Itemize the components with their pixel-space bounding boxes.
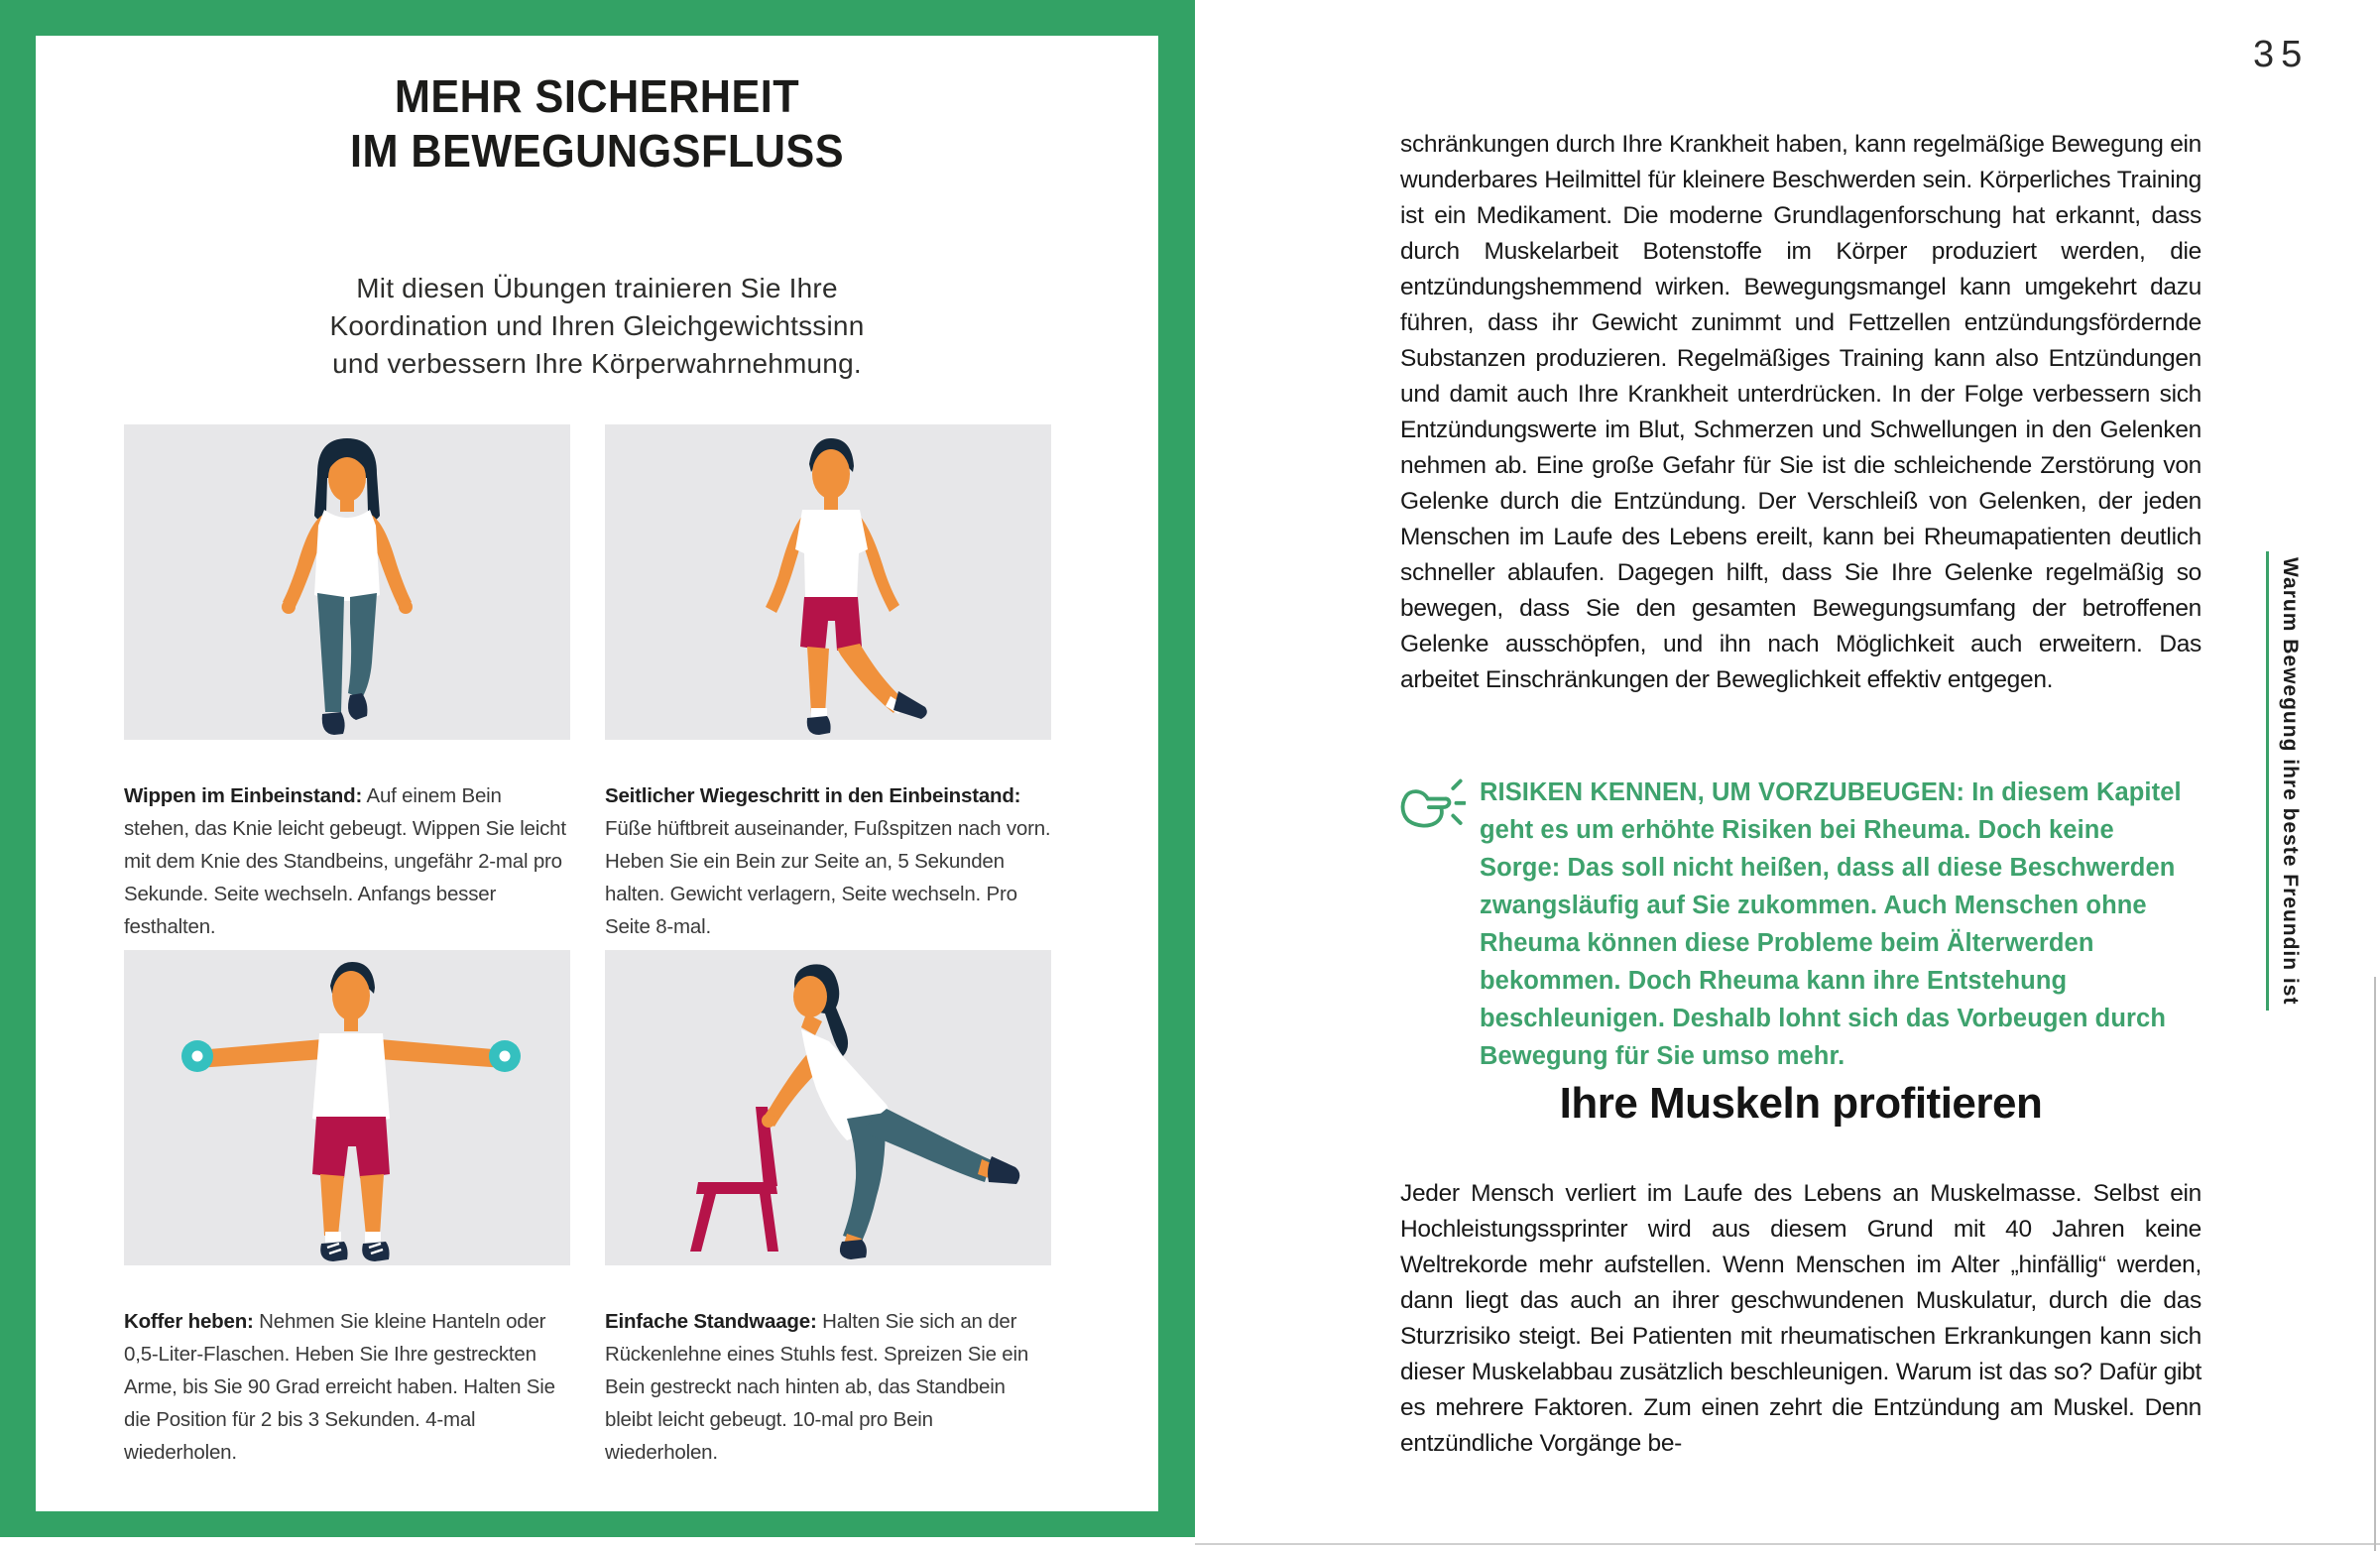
title-line-2: IM BEWEGUNGSFLUSS [349, 125, 845, 177]
chapter-sidebar-vertical-text: Warum Bewegung ihre beste Freundin ist [2266, 551, 2302, 1011]
page-number: 35 [2253, 34, 2310, 75]
body-paragraph-1: schränkungen durch Ihre Krankheit haben, kann regelmäßige Bewegung ein wunderbares Heilmittel für kleinere Beschwerden sein. Körperliches Training ist ein Medikament. Die moderne Grundlagenforschung hat erkannt, dass durch Muskelarbeit Botenstoffe im Körper produziert werden, die entzündungshemmend wirken. Bewegungsmangel kann umgekehrt dazu führen, dass ihr Gewicht zunimmt und Fettzellen entzündungsfördernde Substanzen produzieren. Regelmäßiges Training kann also Entzündungen und damit auch Ihre Krankheit unterdrücken. In der Folge verbessern sich Entzündungswerte im Blut, Schmerzen und Schwellungen in den Gelenken nehmen ab. Eine große Gefahr für Sie ist die schleichende Zerstörung von Gelenke durch die Entzündung. Der Verschleiß von Gelenken, der jeden Menschen im Laufe des Lebens ereilt, kann bei Rheumapatienten deutlich schneller ablaufen. Dagegen hilft, dass Sie Ihre Gelenke regelmäßig so bewegen, dass Sie den gesamten Bewegungsumfang der betroffenen Gelenke ausschöpfen, und ihn nach Möglichkeit auch erweitern. Das arbeitet Einschränkungen der Beweglichkeit effektiv entgegen. [1400, 131, 2202, 693]
intro-line: Mit diesen Übungen trainieren Sie Ihre [356, 273, 838, 303]
exercise-text: Nehmen Sie kleine Hanteln oder 0,5-Liter-Flaschen. Heben Sie Ihre gestreckten Arme, bis Sie 90 Grad erreicht haben. Halten Sie die Position für 2 bis 3 Sekunden. 4-mal wiederholen. [124, 1310, 555, 1464]
left-page-title [69, 69, 1125, 179]
exercise-caption [605, 779, 1051, 943]
page-bottom-edge [1195, 1543, 2380, 1545]
left-page-intro [36, 270, 1158, 383]
title-line-1: MEHR SICHERHEIT [394, 70, 800, 122]
exercise-caption [605, 1305, 1051, 1469]
intro-line: und verbessern Ihre Körperwahrnehmung. [332, 348, 862, 379]
body-paragraph-2: Jeder Mensch verliert im Laufe des Lebens an Muskelmasse. Selbst ein Hochleistungssprinter wird aus diesem Grund mit 40 Jahren keine Weltrekorde mehr aufstellen. Wenn Menschen im Alter „hinfällig“ werden, dann liegt das auch an ihrer geschwundenen Muskulatur, durch die das Sturzrisiko steigt. Bei Patienten mit rheumatischen Erkrankungen kann sich dieser Muskelabbau zusätzlich beschleunigen. Warum ist das so? Dafür gibt es mehrere Faktoren. Zum einen zehrt die Entzündung am Muskel. Denn entzündliche Vorgänge be- [1400, 1180, 2202, 1457]
exercise-label: Seitlicher Wiegeschritt in den Einbeinstand: [605, 784, 1021, 807]
exercise-text: Halten Sie sich an der Rückenlehne eines Stuhls fest. Spreizen Sie ein Bein gestreckt nach hinten ab, das Standbein bleibt leicht gebeugt. 10-mal pro Bein wiederholen. [605, 1310, 1029, 1464]
woman-standing-balance-holding-chair-illustration [605, 950, 1051, 1265]
tip-text: RISIKEN KENNEN, UM VORZUBEUGEN: In diesem Kapitel geht es um erhöhte Risiken bei Rheuma. Doch keine Sorge: Das soll nicht heißen, dass all diese Beschwerden zwangsläufig auf Sie zukommen. Auch Menschen ohne Rheuma können diese Probleme beim Älterwerden bekommen. Doch Rheuma kann ihre Entstehung beschleunigen. Deshalb lohnt sich das Vorbeugen durch Bewegung für Sie umso mehr. [1480, 778, 2182, 1070]
pointing-hand-icon [1396, 776, 1466, 837]
right-page-text-column [1400, 0, 2202, 1551]
exercise-card-wippen [124, 424, 570, 943]
exercise-label: Koffer heben: [124, 1310, 254, 1333]
exercise-caption [124, 1305, 570, 1469]
tip-box [1400, 774, 2202, 1075]
exercise-label: Einfache Standwaage: [605, 1310, 817, 1333]
section-heading: Ihre Muskeln profitieren [1559, 1079, 2043, 1128]
exercise-card-standwaage [605, 950, 1051, 1469]
exercise-label: Wippen im Einbeinstand: [124, 784, 363, 807]
intro-line: Koordination und Ihren Gleichgewichtssinn [329, 310, 865, 341]
exercise-card-wiegeschritt [605, 424, 1051, 943]
page-right-edge [2374, 977, 2376, 1551]
woman-balancing-on-one-leg-illustration [124, 424, 570, 740]
man-lateral-raise-with-dumbbells-illustration [124, 950, 570, 1265]
exercise-card-koffer-heben [124, 950, 570, 1469]
man-lifting-leg-sideways-illustration [605, 424, 1051, 740]
exercise-text: Füße hüftbreit auseinander, Fußspitzen nach vorn. Heben Sie ein Bein zur Seite an, 5 Sekunden halten. Gewicht verlagern, Seite wechseln. Pro Seite 8-mal. [605, 817, 1051, 938]
exercise-caption [124, 779, 570, 943]
exercise-text: Auf einem Bein stehen, das Knie leicht gebeugt. Wippen Sie leicht mit dem Knie des Standbeins, ungefähr 2-mal pro Sekunde. Seite wechseln. Anfangs besser festhalten. [124, 784, 566, 938]
